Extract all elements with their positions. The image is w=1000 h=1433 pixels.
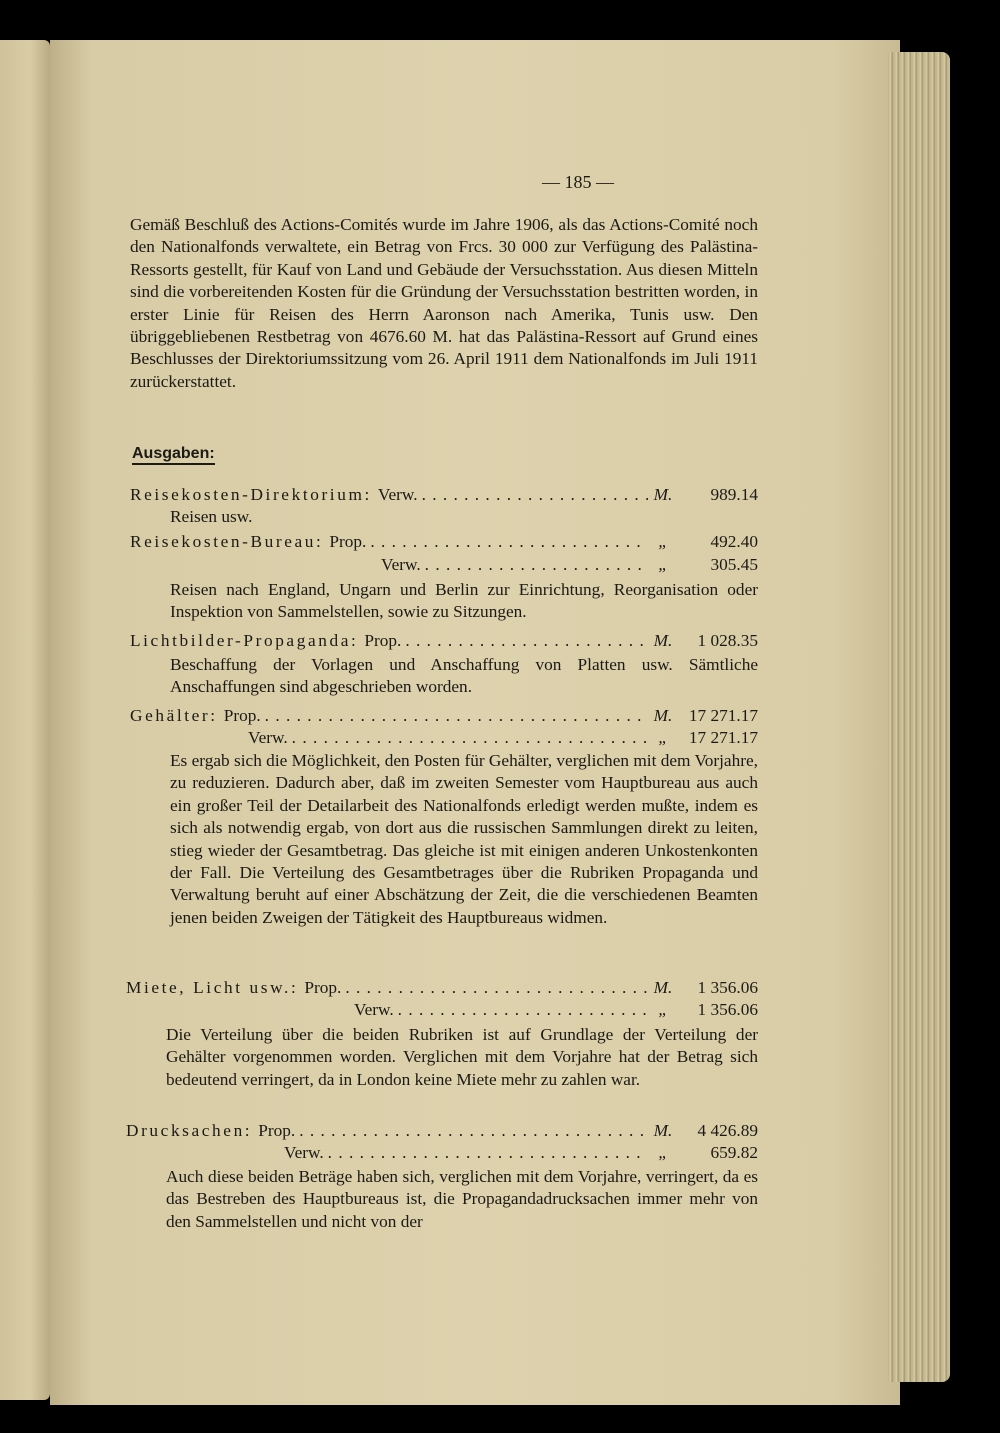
leader-dots	[288, 727, 648, 749]
entry-amount: 989.14	[710, 485, 758, 504]
entry-currency: „	[658, 555, 668, 574]
entry-label: Reisekosten-Bureau:	[130, 532, 324, 551]
entry-currency: „	[658, 728, 668, 747]
entry-label: Reisekosten-Direktorium:	[130, 485, 372, 504]
entry-currency: M.	[653, 706, 673, 725]
entry-amount: 17 271.17	[688, 728, 758, 747]
entry-row	[130, 484, 758, 506]
entry-row	[126, 1120, 758, 1142]
intro-paragraph: Gemäß Beschluß des Actions-Comités wurde im Jahre 1906, als das Actions-Comité noch den Nationalfonds verwaltete, ein Betrag von Frcs. 30 000 zur Verfügung des Palästina-Ressorts gestellt, für Kauf von Land und Gebäude der Versuchsstation. Aus diesen Mitteln sind die vorbereitenden Kosten für die Gründung der Versuchsstation bestritten worden, in erster Linie für Reisen des Herrn Aaronson nach Amerika, Tunis usw. Den übriggebliebenen Restbetrag von 4676.60 M. hat das Palästina-Ressort auf Grund eines Beschlusses der Direktoriumssitzung vom 26. April 1911 dem Nationalfonds im Juli 1911 zurückerstattet.	[130, 215, 758, 391]
entry-amount: 1 356.06	[697, 978, 758, 997]
leader-dots	[341, 977, 648, 999]
entry-amount: 1 028.35	[697, 631, 758, 650]
entry-note-row	[170, 506, 758, 528]
leader-dots	[295, 1120, 648, 1142]
entry-kind: Verw.	[248, 728, 288, 747]
entry-label: Lichtbilder-Propaganda:	[130, 631, 359, 650]
leader-dots	[324, 1142, 648, 1164]
entry-description: Beschaffung der Vorlagen und Anschaffung von Platten usw. Sämtliche Anschaffungen sind abgeschrieben worden.	[170, 655, 758, 697]
entry-kind: Prop.	[364, 631, 402, 650]
entry-description: Die Verteilung über die beiden Rubriken ist auf Grundlage der Verteilung der Gehälter vorgenommen worden. Verglichen mit dem Vorjahre hat der Betrag sich bedeutend verringert, da in London keine Miete mehr zu zahlen war.	[166, 1025, 758, 1089]
entry-currency: M.	[653, 485, 673, 504]
section-heading: Ausgaben:	[132, 445, 215, 465]
page-stack-edge	[888, 52, 950, 1382]
entry-description: Auch diese beiden Beträge haben sich, verglichen mit dem Vorjahre, verringert, da es das Bestreben des Hauptbureaus ist, die Propagandadrucksachen immer mehr von den Sammelstellen und nicht von der	[166, 1167, 758, 1231]
leader-dots	[418, 484, 648, 506]
entry-amount: 305.45	[710, 555, 758, 574]
page-number: — 185 —	[542, 172, 614, 192]
entry-row	[130, 630, 758, 652]
leader-dots	[401, 630, 648, 652]
leader-dots	[421, 554, 648, 576]
entry-label: Miete, Licht usw.:	[126, 978, 299, 997]
entry-kind: Prop.	[258, 1121, 296, 1140]
leader-dots	[261, 705, 648, 727]
entry-amount: 4 426.89	[697, 1121, 758, 1140]
entry-amount: 492.40	[710, 532, 758, 551]
entry-amount: 17 271.17	[688, 706, 758, 725]
entry-kind: Verw.	[381, 555, 421, 574]
entry-currency: „	[658, 1000, 668, 1019]
entry-row	[284, 1142, 758, 1164]
entry-description: Es ergab sich die Möglichkeit, den Posten für Gehälter, verglichen mit dem Vorjahre, zu reduzieren. Dadurch aber, daß im zweiten Semester vom Hauptbureau aus auch ein großer Teil der Detailarbeit des Nationalfonds erledigt werden mußte, indem es sich als notwendig ergab, von dort aus die russischen Sammlungen direkt zu leiten, stieg wieder der Gesamtbetrag. Das gleiche ist mit einigen anderen Unkostenkonten der Fall. Die Verteilung des Gesamtbetrages über die Rubriken Propaganda und Verwaltung beruht auf einer Abschätzung der Zeit, die die verschiedenen Beamten jenen beiden Zweigen der Tätigkeit des Hauptbureaus widmen.	[170, 751, 758, 927]
entry-row	[130, 531, 758, 553]
entry-currency: M.	[653, 1121, 673, 1140]
leader-dots	[366, 531, 648, 553]
entry-row	[130, 705, 758, 727]
entry-currency: M.	[653, 978, 673, 997]
entry-currency: M.	[653, 631, 673, 650]
entry-row	[354, 999, 758, 1021]
entry-kind: Verw.	[284, 1143, 324, 1162]
entry-currency: „	[658, 1143, 668, 1162]
left-page-edge	[0, 40, 50, 1400]
entry-label: Gehälter:	[130, 706, 218, 725]
entry-kind: Verw.	[354, 1000, 394, 1019]
entry-kind: Prop.	[223, 706, 261, 725]
entry-amount: 1 356.06	[697, 1000, 758, 1019]
entry-kind: Prop.	[304, 978, 342, 997]
entry-label: Drucksachen:	[126, 1121, 253, 1140]
leader-dots	[394, 999, 648, 1021]
entry-kind: Verw.	[377, 485, 418, 504]
entry-row	[126, 977, 758, 999]
entry-row	[248, 727, 758, 749]
entry-description: Reisen nach England, Ungarn und Berlin zur Einrichtung, Reorganisation oder Inspektion von Sammelstellen, sowie zu Sitzungen.	[170, 580, 758, 622]
entry-amount: 659.82	[710, 1143, 758, 1162]
entry-row	[381, 554, 758, 576]
entry-note: Reisen usw.	[170, 507, 253, 526]
entry-currency: „	[658, 532, 668, 551]
entry-kind: Prop.	[329, 532, 367, 551]
